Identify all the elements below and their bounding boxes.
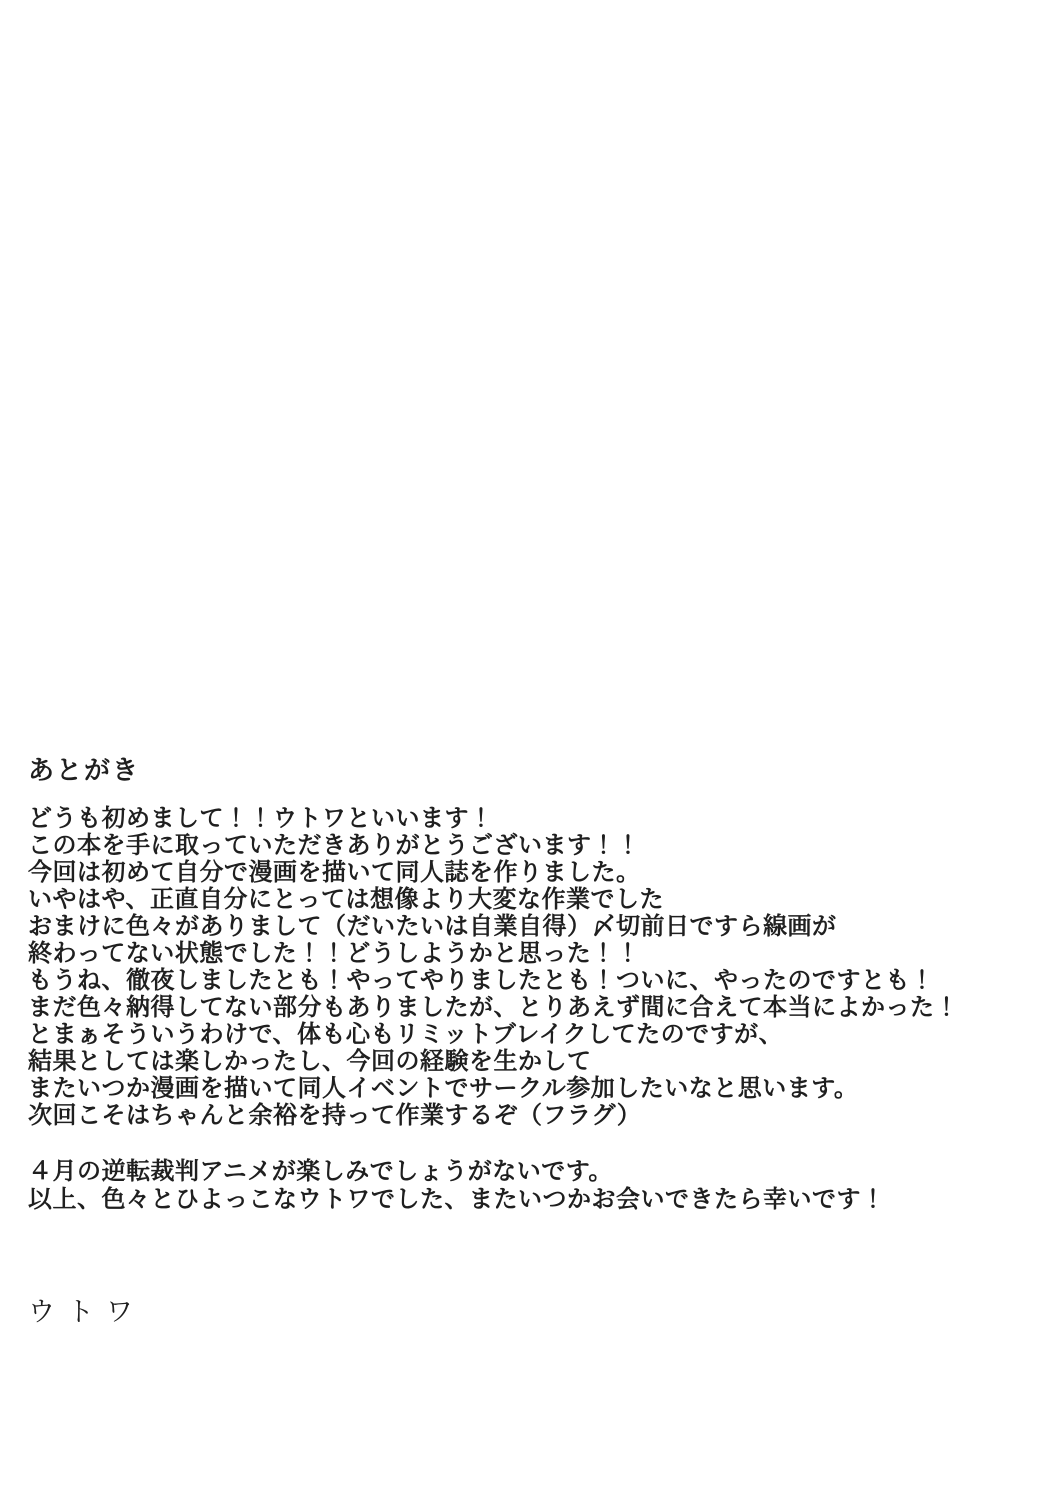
afterword-line: 次回こそはちゃんと余裕を持って作業するぞ（フラグ） xyxy=(28,1103,642,1129)
afterword-line: どうも初めまして！！ウトワといいます！ xyxy=(28,806,494,832)
afterword-line: 結果としては楽しかったし、今回の経験を生かして xyxy=(28,1049,592,1075)
afterword-line: とまぁそういうわけで、体も心もリミットブレイクしてたのですが、 xyxy=(28,1022,784,1048)
author-signature: ウトワ xyxy=(28,1297,145,1327)
afterword-line: おまけに色々がありまして（だいたいは自業自得）〆切前日ですら線画が xyxy=(28,914,837,940)
afterword-line: またいつか漫画を描いて同人イベントでサークル参加したいなと思います。 xyxy=(28,1076,859,1102)
afterword-line: 終わってない状態でした！！どうしようかと思った！！ xyxy=(28,941,641,967)
afterword-line: まだ色々納得してない部分もありましたが、とりあえず間に合えて本当によかった！ xyxy=(28,995,959,1021)
afterword-line: もうね、徹夜しましたとも！やってやりましたとも！ついに、やったのですとも！ xyxy=(28,968,935,994)
afterword-line: いやはや、正直自分にとっては想像より大変な作業でした xyxy=(28,887,665,913)
afterword-line: ４月の逆転裁判アニメが楽しみでしょうがないです。 xyxy=(28,1159,613,1185)
afterword-line: この本を手に取っていただきありがとうございます！！ xyxy=(28,833,641,859)
afterword-line: 今回は初めて自分で漫画を描いて同人誌を作りました。 xyxy=(28,860,641,886)
afterword-paragraph-closing xyxy=(28,1158,886,1214)
afterword-heading: あとがき xyxy=(28,756,141,785)
afterword-paragraph-main xyxy=(28,806,959,1130)
afterword-line: 以上、色々とひよっこなウトワでした、またいつかお会いできたら幸いです！ xyxy=(28,1187,886,1213)
